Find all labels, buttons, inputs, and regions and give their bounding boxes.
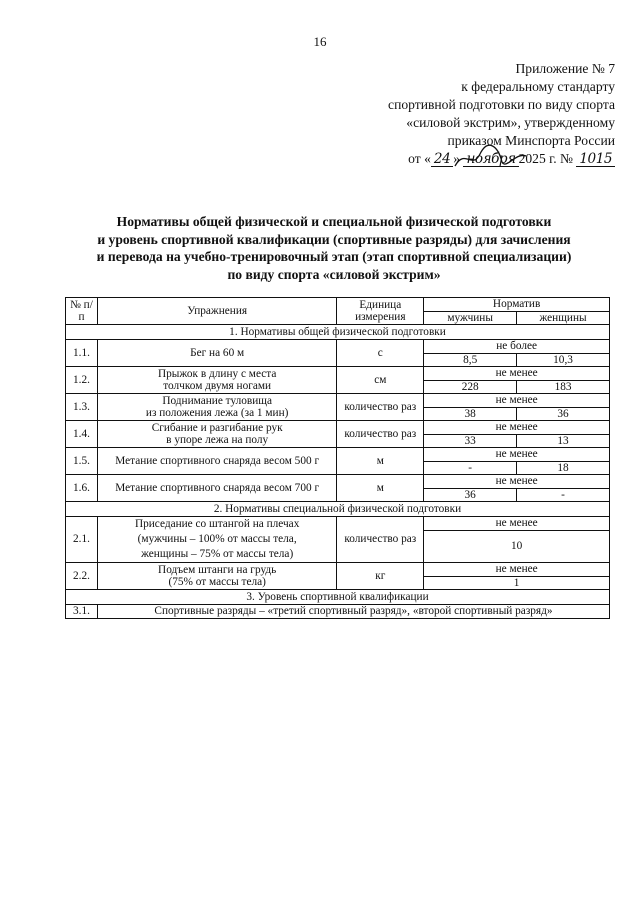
row-exercise-line: в упоре лежа на полу [166,434,269,446]
row-women-value: - [517,488,610,502]
row-men-value: 38 [424,407,517,421]
row-men-value: 228 [424,380,517,394]
table-row [66,563,610,577]
row-exercise-line: женщины – 75% от массы тела) [141,548,294,560]
section-title: 2. Нормативы специальной физической подготовки [66,502,610,517]
section-title: 3. Уровень спортивной квалификации [66,590,610,605]
row-exercise [97,394,336,421]
page-number: 16 [313,34,327,49]
row-women-value: 18 [517,461,610,475]
row-women-value: 13 [517,434,610,448]
row-condition: не менее [424,563,610,577]
handwritten-signature [450,144,530,174]
row-condition: не менее [424,394,610,408]
row-num: 1.3. [66,394,98,421]
header-norm: Норматив [424,298,610,312]
row-unit: кг [337,563,424,590]
row-exercise [97,367,336,394]
order-date-line [330,150,615,168]
table-header-row [66,298,610,312]
title-line: и перевода на учебно-тренировочный этап (этап спортивной специализации) [96,249,572,264]
row-exercise: Бег на 60 м [97,340,336,367]
date-prefix: от « [408,151,431,166]
table-row [66,421,610,435]
row-num: 2.1. [66,517,98,563]
row-exercise-line: Подъем штанги на грудь [158,563,277,576]
row-exercise-line: (75% от массы тела) [168,576,266,588]
row-men-value: 33 [424,434,517,448]
table-row [66,448,610,462]
row-unit: с [337,340,424,367]
row-women-value: 10,3 [517,353,610,367]
row-exercise-line: (мужчины – 100% от массы тела, [137,533,297,545]
header-unit: Единица измерения [337,298,424,325]
date-mid: » [453,151,461,166]
row-exercise-line: толчком двумя ногами [163,380,272,392]
row-unit: количество раз [337,517,424,563]
row-exercise-line: Прыжок в длину с места [157,367,277,380]
header-women: женщины [517,311,610,325]
row-exercise [97,563,336,590]
row-unit: м [337,475,424,502]
table-row [66,340,610,354]
appendix-line: к федеральному стандарту [461,79,615,94]
row-exercise-line: из положения лежа (за 1 мин) [145,407,289,419]
row-condition: не более [424,340,610,354]
section-row [66,325,610,340]
row-condition: не менее [424,367,610,381]
table-row [66,394,610,408]
appendix-line: приказом Минспорта России [447,133,615,148]
row-exercise-line: Приседание со штангой на плечах [134,518,300,530]
row-unit: см [337,367,424,394]
table-row [66,605,610,619]
row-common-value: 10 [424,531,610,563]
date-month: ноября [463,152,518,167]
row-condition: не менее [424,517,610,531]
title-line: по виду спорта «силовой экстрим» [227,266,441,282]
table-row [66,517,610,531]
appendix-line: спортивной подготовки по виду спорта [388,97,615,112]
row-num: 2.2. [66,563,98,590]
row-exercise [97,517,336,563]
table-row [66,475,610,489]
row-num: 1.4. [66,421,98,448]
row-qualification: Спортивные разряды – «третий спортивный разряд», «второй спортивный разряд» [97,605,609,619]
section-row [66,502,610,517]
header-men: мужчины [424,311,517,325]
section-row [66,590,610,605]
section-title: 1. Нормативы общей физической подготовки [66,325,610,340]
appendix-line: «силовой экстрим», утвержденному [406,115,615,130]
row-exercise: Метание спортивного снаряда весом 700 г [97,475,336,502]
row-exercise-line: Сгибание и разгибание рук [151,421,283,434]
row-condition: не менее [424,421,610,435]
order-number: 1015 [576,152,615,167]
row-num: 3.1. [66,605,98,619]
row-men-value: 8,5 [424,353,517,367]
date-day: 24 [431,152,453,167]
row-women-value: 36 [517,407,610,421]
row-condition: не менее [424,475,610,489]
row-men-value: 36 [424,488,517,502]
row-exercise [97,421,336,448]
row-common-value: 1 [424,576,610,590]
title-line: и уровень спортивной квалификации (спортивные разряды) для зачисления [97,231,571,247]
row-condition: не менее [424,448,610,462]
row-num: 1.2. [66,367,98,394]
title-line: Нормативы общей физической и специальной физической подготовки [116,214,552,229]
header-num: № п/п [66,298,98,325]
row-unit: количество раз [337,394,424,421]
date-year: 2025 г. № [518,151,573,166]
row-men-value: - [424,461,517,475]
appendix-block [330,60,615,168]
row-num: 1.5. [66,448,98,475]
table-row [66,367,610,381]
header-exercise: Упражнения [97,298,336,325]
row-exercise-line: Поднимание туловища [162,394,272,407]
appendix-title: Приложение № 7 [515,61,615,76]
row-num: 1.1. [66,340,98,367]
row-num: 1.6. [66,475,98,502]
row-exercise: Метание спортивного снаряда весом 500 г [97,448,336,475]
document-title [60,213,608,283]
row-women-value: 183 [517,380,610,394]
row-unit: количество раз [337,421,424,448]
row-unit: м [337,448,424,475]
standards-table [65,297,610,619]
